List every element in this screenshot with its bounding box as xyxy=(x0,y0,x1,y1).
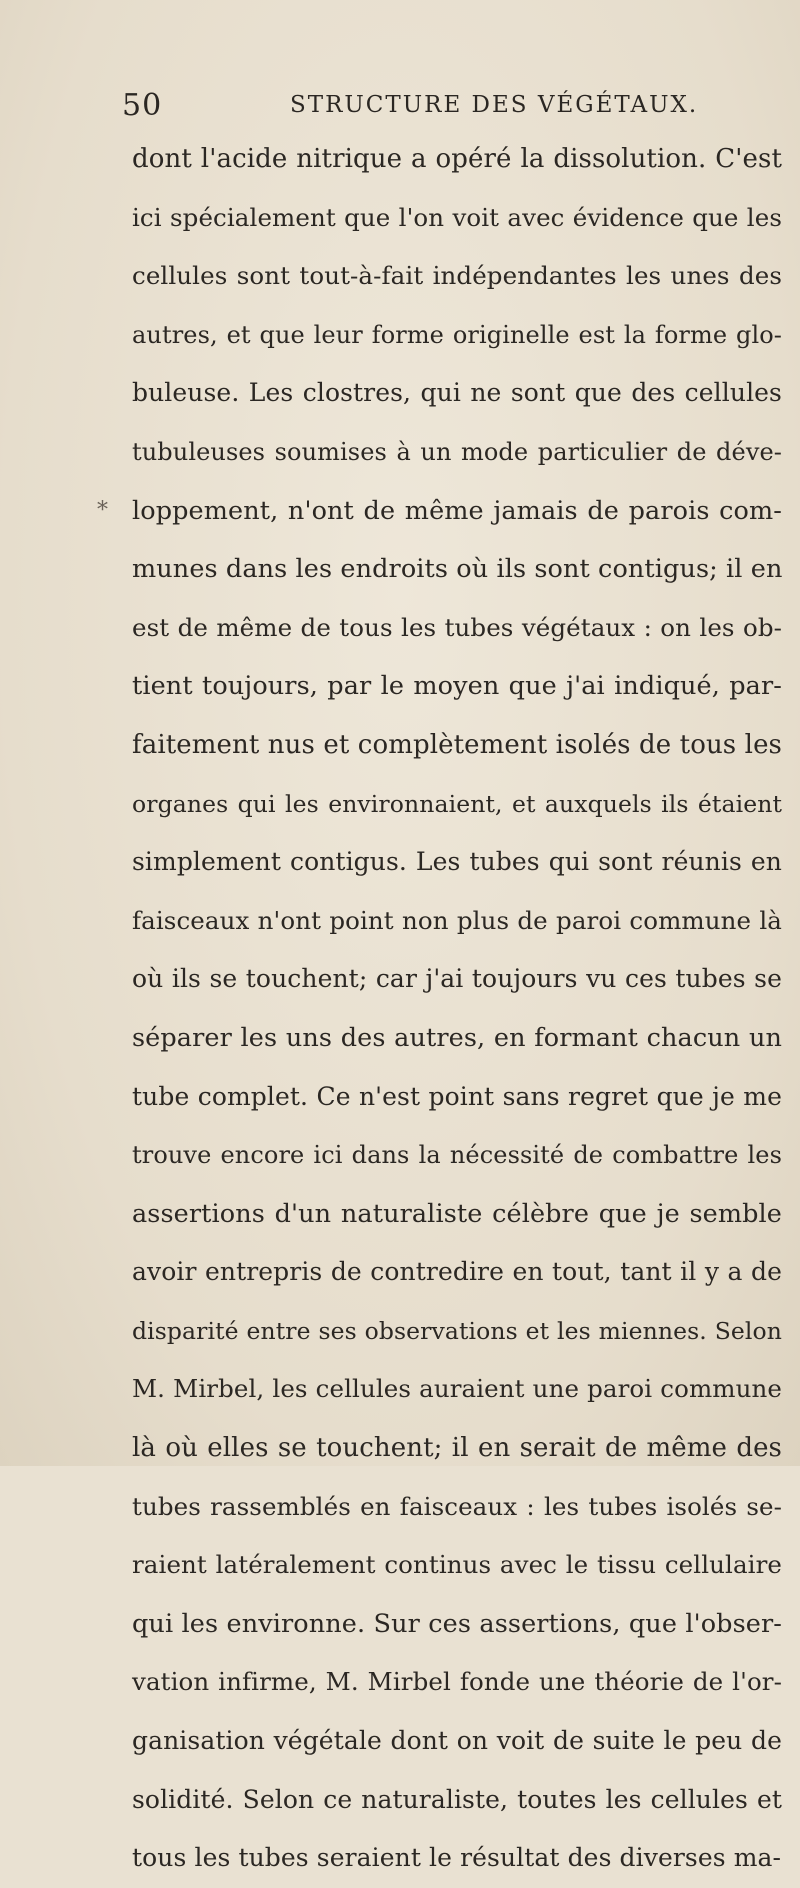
text-line: buleuse. Les clostres, qui ne sont que des cellules xyxy=(132,378,782,408)
text-line: où ils se touchent; car j'ai toujours vu ces tubes se xyxy=(132,964,782,994)
text-line: vation infirme, M. Mirbel fonde une théorie de l'or- xyxy=(132,1667,782,1697)
text-line: disparité entre ses observations et les miennes. Selon xyxy=(132,1316,782,1345)
text-line: raient latéralement continus avec le tissu cellulaire xyxy=(132,1550,782,1580)
text-line: tubuleuses soumises à un mode particulier de déve- xyxy=(132,437,782,466)
text-line: munes dans les endroits où ils sont contigus; il en xyxy=(132,554,783,585)
page-number: 50 xyxy=(122,88,163,123)
running-title: STRUCTURE DES VÉGÉTAUX. xyxy=(290,92,699,118)
text-line: séparer les uns des autres, en formant chacun un xyxy=(132,1022,782,1053)
text-line: M. Mirbel, les cellules auraient une paroi commune xyxy=(132,1374,782,1404)
page-header xyxy=(122,88,762,128)
text-line: organes qui les environnaient, et auxquels ils étaient xyxy=(132,789,782,818)
text-line: autres, et que leur forme originelle est la forme glo- xyxy=(132,320,782,349)
text-line: simplement contigus. Les tubes qui sont réunis en xyxy=(132,847,782,877)
text-line: ici spécialement que l'on voit avec évidence que les xyxy=(132,202,782,232)
text-line: ganisation végétale dont on voit de suite le peu de xyxy=(132,1726,782,1756)
text-line: faisceaux n'ont point non plus de paroi commune là xyxy=(132,905,782,935)
body-text xyxy=(132,130,782,1888)
text-line: tube complet. Ce n'est point sans regret que je me xyxy=(132,1081,782,1111)
text-line: tient toujours, par le moyen que j'ai indiqué, par- xyxy=(132,671,782,702)
text-line: avoir entrepris de contredire en tout, tant il y a de xyxy=(132,1257,782,1287)
text-line: loppement, n'ont de même jamais de parois com- xyxy=(132,495,782,526)
text-line: là où elles se touchent; il en serait de même des xyxy=(132,1433,782,1464)
text-line: trouve encore ici dans la nécessité de combattre les xyxy=(132,1141,782,1170)
text-line: faitement nus et complètement isolés de tous les xyxy=(132,729,782,760)
text-line: solidité. Selon ce naturaliste, toutes les cellules et xyxy=(132,1784,782,1814)
text-line: cellules sont tout-à-fait indépendantes les unes des xyxy=(132,261,782,291)
text-line: tubes rassemblés en faisceaux : les tubes isolés se- xyxy=(132,1491,782,1521)
text-line: assertions d'un naturaliste célèbre que je semble xyxy=(132,1198,782,1229)
margin-mark: * xyxy=(97,498,108,523)
text-line: qui les environne. Sur ces assertions, que l'obser- xyxy=(132,1608,782,1639)
text-line: dont l'acide nitrique a opéré la dissolution. C'est xyxy=(132,144,782,174)
text-line: est de même de tous les tubes végétaux : on les ob- xyxy=(132,612,782,642)
text-line: tous les tubes seraient le résultat des diverses ma- xyxy=(132,1843,782,1873)
